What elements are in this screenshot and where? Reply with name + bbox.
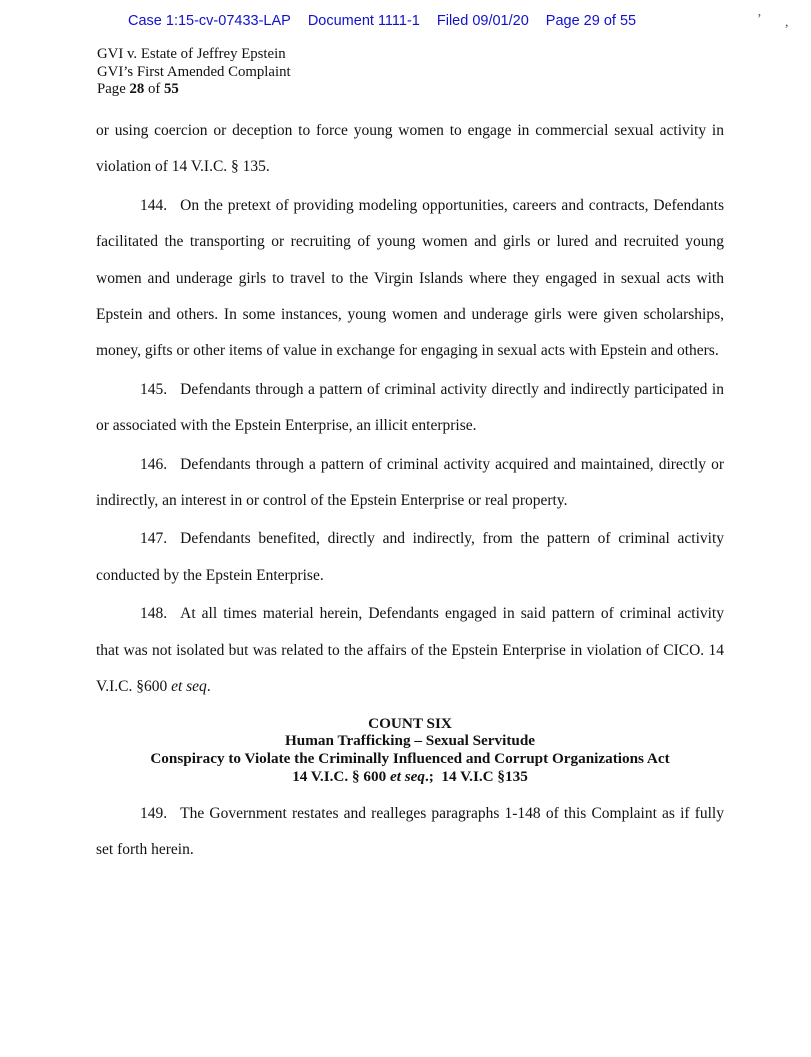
scan-artifact-mark: ’ [757, 12, 762, 27]
paragraph-148 [96, 596, 724, 705]
stamp-document-number: Document 1111-1 [307, 13, 420, 29]
document-body [96, 113, 724, 869]
paragraph-text: Defendants benefited, directly and indirectly, from the pattern of criminal activity conducted by the Epstein Enterprise. [96, 530, 724, 584]
paragraph-number: 148. [140, 605, 168, 623]
paragraph-145 [96, 372, 724, 445]
paragraph-number: 147. [140, 530, 168, 548]
count-subtitle-trafficking: Human Trafficking – Sexual Servitude [284, 732, 536, 750]
page-label: Page [97, 81, 130, 98]
page-of-label: of [144, 81, 164, 98]
internal-page-line [97, 81, 291, 99]
paragraph-number: 146. [140, 455, 168, 473]
paragraph-146 [96, 447, 724, 520]
document-header [97, 46, 291, 99]
paragraph-147 [96, 521, 724, 594]
statute-text-tail: .; 14 V.I.C §135 [424, 767, 528, 785]
count-statute-line [96, 768, 724, 786]
statute-citation-italic: et seq [389, 767, 425, 785]
scan-artifact-mark: , [785, 15, 789, 30]
paragraph-number: 144. [140, 196, 168, 214]
paragraph-text-tail: . [206, 678, 211, 696]
paragraph-text: At all times material herein, Defendants engaged in said pattern of criminal activity that was not isolated but was related to the affairs of the Epstein Enterprise in violation of CICO. 14 V.I.C. §600 [96, 605, 724, 696]
document-title: GVI’s First Amended Complaint [97, 63, 291, 80]
paragraph-text: Defendants through a pattern of criminal activity acquired and maintained, directly or indirectly, an interest in or control of the Epstein Enterprise or real property. [96, 455, 724, 510]
paragraph-number: 149. [140, 804, 168, 822]
paragraph-continuation: or using coercion or deception to force young women to engage in commercial sexual activity in violation of 14 V.I.C. § 135. [96, 122, 724, 176]
paragraph-number: 145. [140, 380, 168, 398]
stamp-case-number: Case 1:15-cv-07433-LAP [128, 13, 291, 29]
paragraph-text: The Government restates and realleges paragraphs 1-148 of this Complaint as if fully set forth herein. [96, 804, 724, 859]
paragraph-text: Defendants through a pattern of criminal activity directly and indirectly participated in or associated with the Epstein Enterprise, an illicit enterprise. [96, 380, 724, 435]
count-subtitle-conspiracy: Conspiracy to Violate the Criminally Influenced and Corrupt Organizations Act [150, 750, 670, 768]
stamp-filed-date: Filed 09/01/20 [436, 13, 529, 29]
paragraph-149 [96, 796, 724, 869]
page-number: 28 [129, 81, 145, 98]
statute-text: 14 V.I.C. § 600 [292, 767, 390, 785]
paragraph-text: On the pretext of providing modeling opportunities, careers and contracts, Defendants facilitated the transporting or recruiting of young women and girls or lured and recruited young women and underage girls to travel to the Virgin Islands where they engaged in sexual acts with Epstein and others. In some instances, young women and underage girls were given scholarships, money, gifts or other items of value in exchange for engaging in sexual acts with Epstein and others. [96, 196, 724, 360]
statute-citation-italic: et seq [171, 678, 207, 696]
count-six-heading [96, 715, 724, 786]
case-caption: GVI v. Estate of Jeffrey Epstein [97, 46, 286, 62]
page-total: 55 [164, 81, 179, 98]
paragraph-144 [96, 188, 724, 370]
stamp-page-number: Page 29 of 55 [545, 13, 637, 29]
court-filing-stamp [128, 13, 636, 29]
count-title: COUNT SIX [368, 714, 452, 732]
